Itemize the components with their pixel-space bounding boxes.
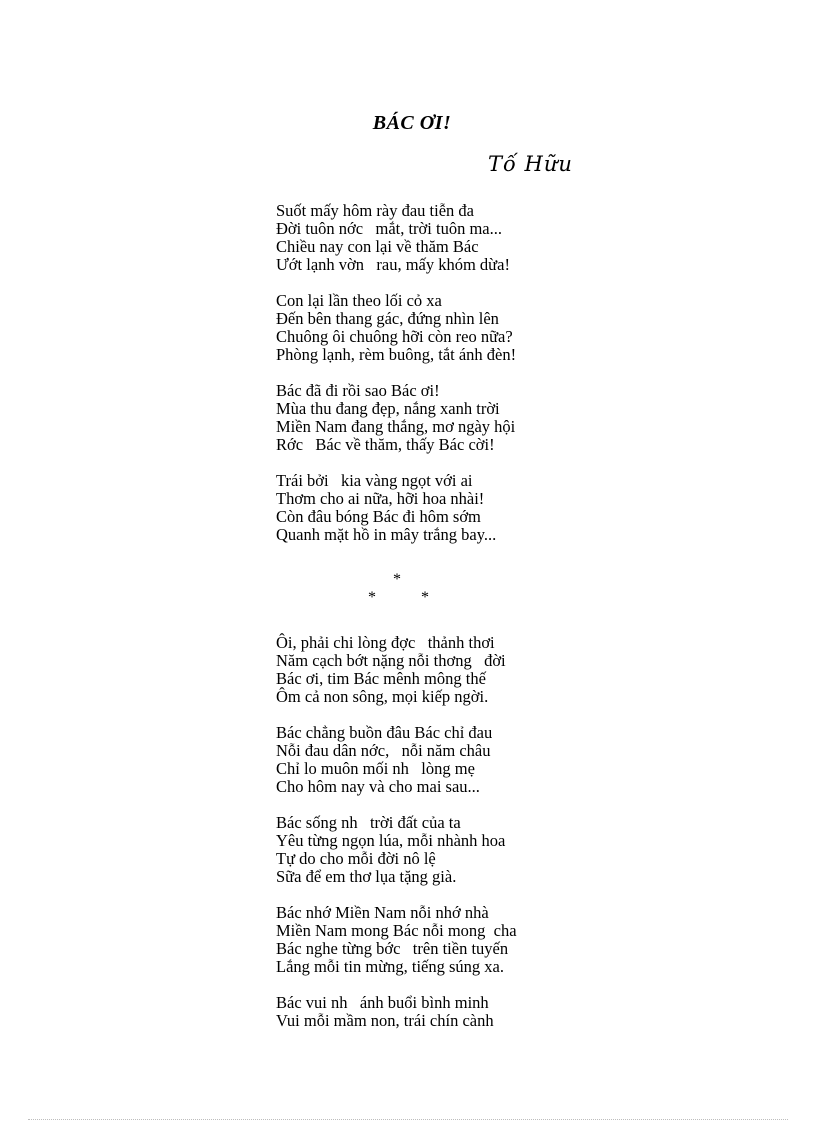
poem-line: Ôm cả non sông, mọi kiếp ngời. <box>276 687 489 706</box>
poem-line: Ướt lạnh vờn rau, mấy khóm dừa! <box>276 255 510 274</box>
poem-line: Trái bởi kia vàng ngọt với ai <box>276 471 473 490</box>
poem-line: Sữa để em thơ lụa tặng già. <box>276 867 457 886</box>
poem-line: Rớc Bác về thăm, thấy Bác cời! <box>276 435 495 454</box>
poem-line: Nỗi đau dân nớc, nỗi năm châu <box>276 741 491 760</box>
poem-line: Con lại lần theo lối cỏ xa <box>276 291 442 310</box>
poem-line: Bác chẳng buồn đâu Bác chỉ đau <box>276 723 493 742</box>
poem-line: Phòng lạnh, rèm buông, tắt ánh đèn! <box>276 345 517 364</box>
poem-line: Chiều nay con lại về thăm Bác <box>276 237 479 256</box>
poem-line: Chuông ôi chuông hỡi còn reo nữa? <box>276 327 513 346</box>
divider-star: * <box>368 589 376 606</box>
poem-line: Chỉ lo muôn mối nh lòng mẹ <box>276 759 475 778</box>
poem-line: Ôi, phải chi lòng đợc thảnh thơi <box>276 633 495 652</box>
poem-part-two <box>276 634 676 1030</box>
poem-line: Tự do cho mỗi đời nô lệ <box>276 849 436 868</box>
poem-title: BÁC ƠI! <box>372 112 452 134</box>
stanza <box>276 382 676 454</box>
stanza <box>276 292 676 364</box>
poem-line: Miền Nam mong Bác nỗi mong cha <box>276 921 517 940</box>
poem-line: Yêu từng ngọn lúa, mỗi nhành hoa <box>276 831 506 850</box>
stanza <box>276 634 676 706</box>
poem-line: Bác nghe từng bớc trên tiền tuyến <box>276 939 509 958</box>
poem-line: Bác ơi, tim Bác mênh mông thế <box>276 669 486 688</box>
poem-line: Suốt mấy hôm rày đau tiễn đa <box>276 201 474 220</box>
poem-body <box>276 202 676 1048</box>
poem-line: Đời tuôn nớc mắt, trời tuôn ma... <box>276 219 502 238</box>
poem-line: Vui mỗi mầm non, trái chín cành <box>276 1011 494 1030</box>
section-divider <box>276 562 676 616</box>
poem-line: Quanh mặt hồ in mây trắng bay... <box>276 525 497 544</box>
poem-part-one <box>276 202 676 544</box>
stanza <box>276 472 676 544</box>
poem-line: Còn đâu bóng Bác đi hôm sớm <box>276 507 481 526</box>
page-bottom-rule <box>28 1119 788 1120</box>
poem-line: Cho hôm nay và cho mai sau... <box>276 777 480 796</box>
stanza <box>276 724 676 796</box>
poem-author: Tố Hữu <box>488 152 573 176</box>
poem-line: Đến bên thang gác, đứng nhìn lên <box>276 309 499 328</box>
poem-line: Bác nhớ Miền Nam nỗi nhớ nhà <box>276 903 489 922</box>
poem-line: Bác vui nh ánh buổi bình minh <box>276 993 489 1012</box>
poem-line: Thơm cho ai nữa, hỡi hoa nhài! <box>276 489 485 508</box>
divider-star: * <box>393 571 401 588</box>
divider-star: * <box>421 589 429 606</box>
poem-line: Mùa thu đang đẹp, nắng xanh trời <box>276 399 500 418</box>
poem-line: Năm cạch bớt nặng nỗi thơng đời <box>276 651 506 670</box>
stanza <box>276 202 676 274</box>
stanza <box>276 904 676 976</box>
poem-line: Bác đã đi rồi sao Bác ơi! <box>276 381 440 400</box>
poem-line: Lắng mỗi tin mừng, tiếng súng xa. <box>276 957 505 976</box>
poem-line: Miền Nam đang thắng, mơ ngày hội <box>276 417 516 436</box>
stanza <box>276 994 676 1030</box>
stanza <box>276 814 676 886</box>
poem-line: Bác sống nh trời đất của ta <box>276 813 461 832</box>
